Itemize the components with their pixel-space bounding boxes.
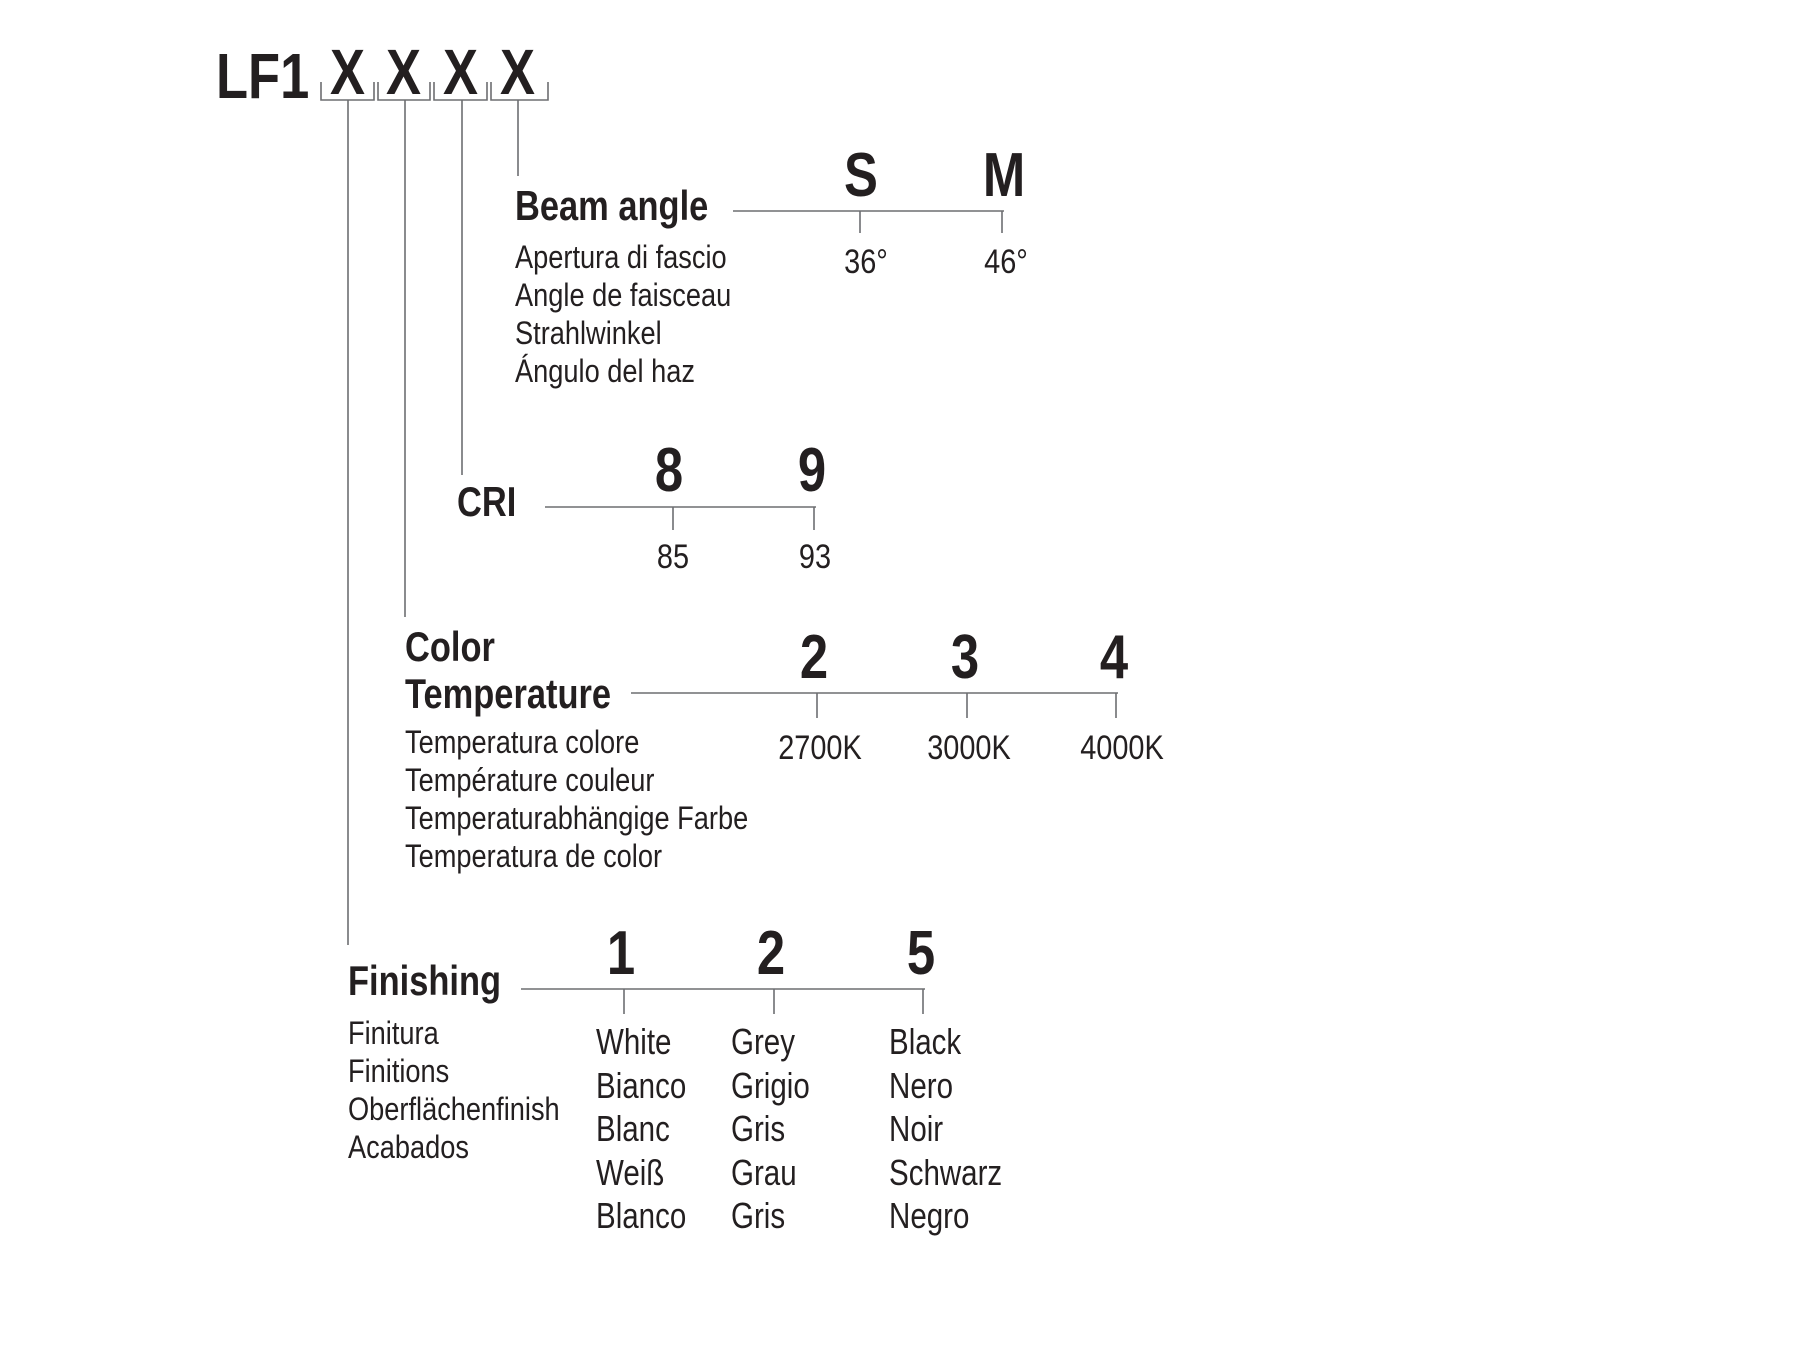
finishing-name: Grey [731, 1021, 795, 1062]
finishing-name: Weiß [596, 1151, 665, 1193]
cri-option-value: 85 [656, 538, 690, 576]
color-temperature-translations [405, 723, 748, 875]
color-temp-option-code: 2 [799, 623, 829, 692]
beam-option-code: S [844, 141, 878, 210]
cri-option-code: 8 [654, 436, 684, 505]
beam-option-code: M [982, 141, 1026, 210]
finishing-name: Blanc [596, 1108, 670, 1149]
color-temperature-translation: Temperaturabhängige Farbe [405, 800, 749, 836]
cri-option-code: 9 [797, 436, 827, 505]
finishing-translation: Acabados [348, 1129, 469, 1165]
finishing-option-code: 5 [906, 919, 936, 988]
color-temp-option-value: 3000K [927, 729, 1011, 767]
color-temp-option-code: 3 [950, 623, 980, 692]
finishing-name: Noir [889, 1108, 944, 1149]
finishing-name: Negro [889, 1195, 970, 1236]
finishing-name: Schwarz [889, 1151, 1003, 1193]
beam-angle-translation: Strahlwinkel [515, 315, 662, 351]
finishing-name: Gris [731, 1195, 786, 1236]
finishing-name: Black [889, 1021, 962, 1062]
color-temp-option-value: 2700K [778, 729, 862, 767]
color-temperature-title [405, 623, 611, 717]
finishing-name: Grau [731, 1151, 797, 1193]
color-temp-option-code: 4 [1099, 623, 1129, 692]
beam-angle-translation: Ángulo del haz [515, 353, 695, 389]
finishing-name: Bianco [596, 1064, 687, 1106]
beam-angle-translations [515, 238, 731, 390]
color-temperature-translation: Temperatura de color [405, 838, 663, 874]
finishing-name: Grigio [731, 1064, 810, 1106]
finishing-translation: Oberflächenfinish [348, 1091, 560, 1127]
cri-option-value: 93 [798, 538, 832, 576]
code-placeholder-2: X [386, 36, 422, 108]
code-placeholder-4: X [500, 36, 536, 108]
cri-title: CRI [457, 478, 517, 525]
code-placeholder-3: X [443, 36, 479, 108]
beam-option-value: 46° [984, 243, 1028, 281]
color-temp-option-value: 4000K [1080, 729, 1164, 767]
finishing-name: White [596, 1021, 672, 1062]
beam-option-value: 36° [844, 243, 888, 281]
finishing-option-names-white [596, 1020, 686, 1238]
code-placeholder-1: X [330, 36, 366, 108]
color-temperature-translation: Température couleur [405, 762, 655, 798]
beam-angle-translation: Angle de faisceau [515, 277, 732, 313]
finishing-option-code: 1 [606, 919, 636, 988]
finishing-title: Finishing [348, 957, 502, 1004]
finishing-option-names-black [889, 1020, 1002, 1238]
finishing-name: Nero [889, 1064, 953, 1106]
finishing-name: Blanco [596, 1195, 687, 1236]
beam-angle-translation: Apertura di fascio [515, 239, 727, 275]
finishing-translation: Finitura [348, 1015, 439, 1051]
code-prefix: LF1 [216, 40, 310, 112]
finishing-option-code: 2 [756, 919, 786, 988]
finishing-translation: Finitions [348, 1053, 450, 1089]
color-temperature-translation: Temperatura colore [405, 724, 640, 760]
color-temperature-title-line2: Temperature [405, 670, 612, 717]
color-temperature-title-line1: Color [405, 623, 495, 670]
beam-angle-title: Beam angle [515, 182, 709, 229]
finishing-translations [348, 1014, 560, 1166]
finishing-name: Gris [731, 1108, 786, 1149]
finishing-option-names-grey [731, 1020, 810, 1238]
